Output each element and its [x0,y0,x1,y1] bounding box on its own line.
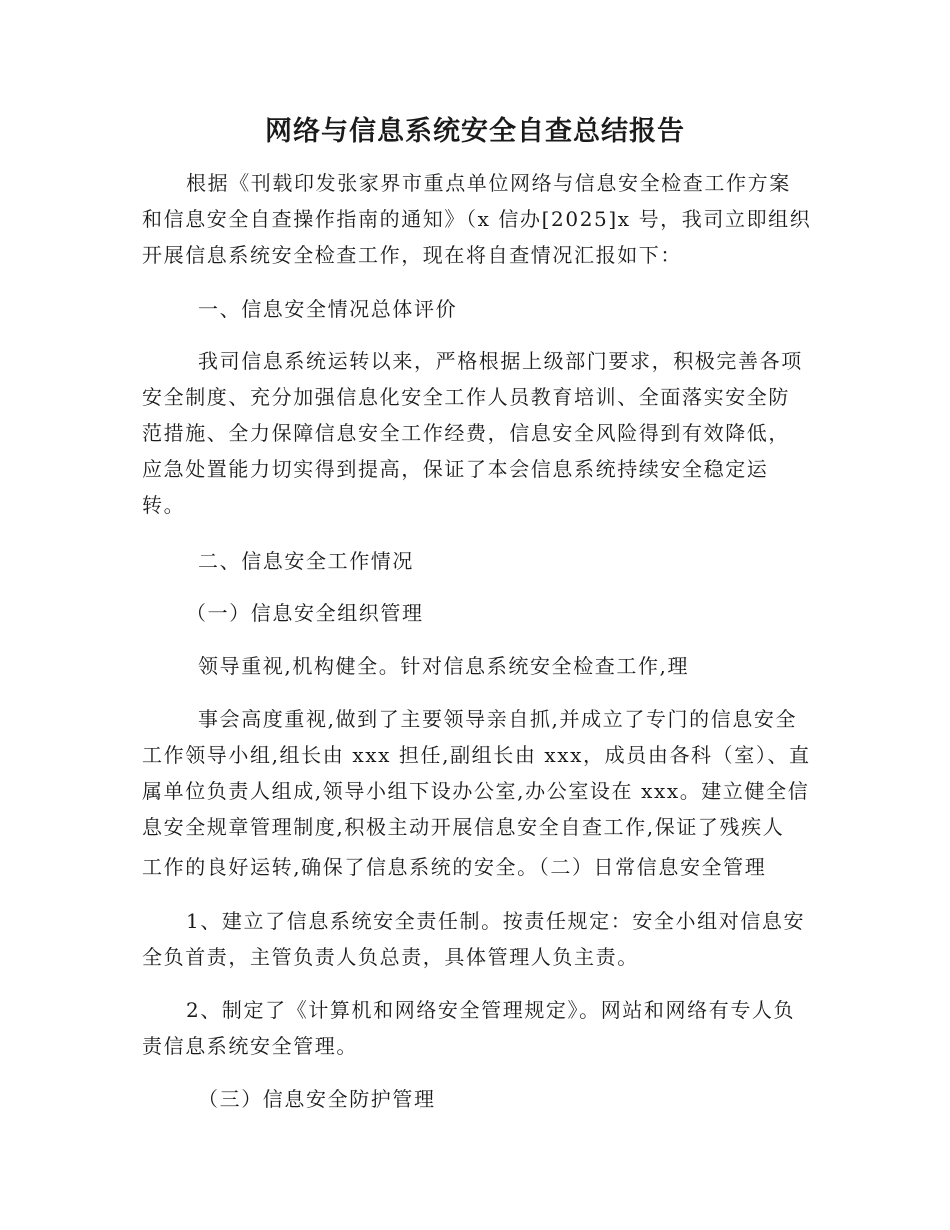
paragraph-line: 和信息安全自查操作指南的通知》（x 信办[2025]x 号，我司立即组织 [142,207,812,231]
subsection-heading: （三）信息安全防护管理 [198,1087,436,1111]
paragraph-line: 领导重视,机构健全。针对信息系统安全检查工作,理 [198,654,690,678]
paragraph-line: 属单位负责人组成,领导小组下设办公室,办公室设在 xxx。建立健全信 [142,779,810,803]
paragraph-line: 转。 [142,493,186,517]
paragraph-line: 我司信息系统运转以来，严格根据上级部门要求，积极完善各项 [198,349,803,373]
paragraph-line: 工作领导小组,组长由 xxx 担任,副组长由 xxx，成员由各科（室）、直 [142,743,811,767]
paragraph-line: 责信息系统安全管理。 [142,1034,358,1058]
paragraph-line: 事会高度重视,做到了主要领导亲自抓,并成立了专门的信息安全 [198,707,798,731]
paragraph-line: 开展信息系统安全检查工作，现在将自查情况汇报如下： [142,243,682,267]
paragraph-line: 1、建立了信息系统安全责任制。按责任规定：安全小组对信息安 [186,909,806,933]
paragraph-line: 应急处置能力切实得到提高，保证了本会信息系统持续安全稳定运 [142,457,769,481]
paragraph-line: 工作的良好运转,确保了信息系统的安全。（二）日常信息安全管理 [142,855,767,879]
section-heading: 一、信息安全情况总体评价 [198,297,458,321]
paragraph-line: 安全制度、充分加强信息化安全工作人员教育培训、全面落实安全防 [142,385,790,409]
section-heading: 二、信息安全工作情况 [198,549,414,573]
paragraph-line: 全负首责，主管负责人负总责，具体管理人负主责。 [142,945,639,969]
paragraph-line: 2、制定了《计算机和网络安全管理规定》。网站和网络有专人负 [186,998,796,1022]
document-title: 网络与信息系统安全自查总结报告 [265,116,685,147]
paragraph-line: 息安全规章管理制度,积极主动开展信息安全自查工作,保证了残疾人 [142,815,785,839]
subsection-heading: （一）信息安全组织管理 [186,601,424,625]
paragraph-line: 根据《刊载印发张家界市重点单位网络与信息安全检查工作方案 [186,171,791,195]
paragraph-line: 范措施、全力保障信息安全工作经费，信息安全风险得到有效降低， [142,421,790,445]
